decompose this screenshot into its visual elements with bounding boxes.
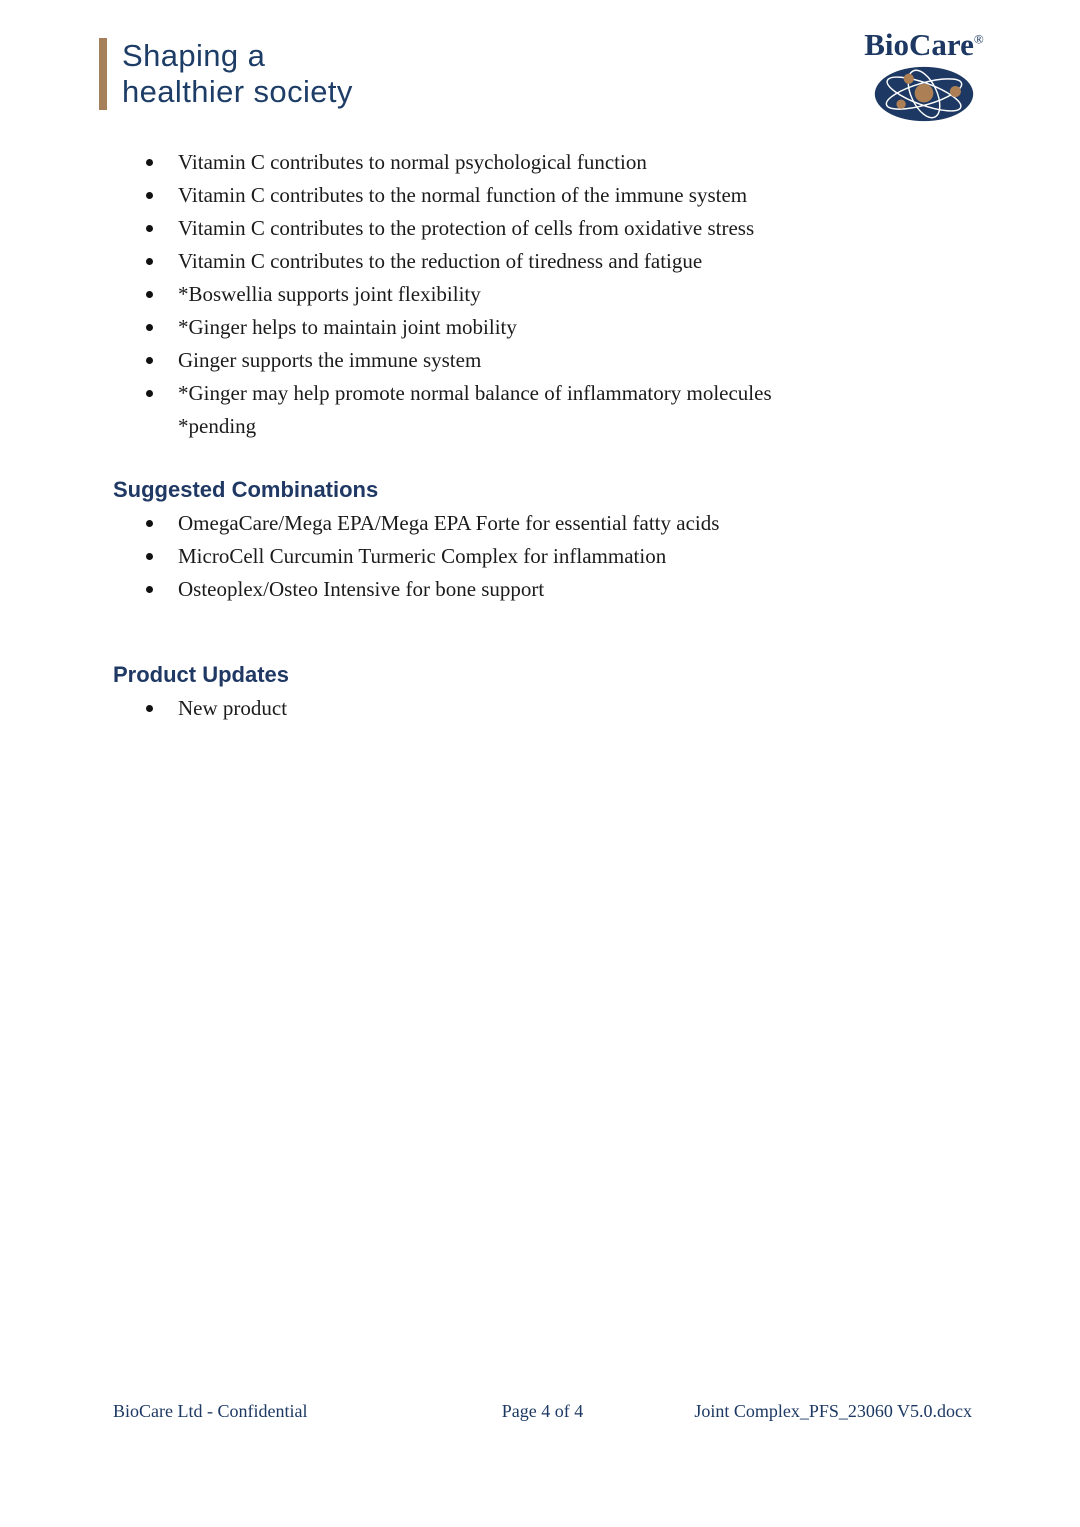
bullet-icon xyxy=(146,553,153,560)
list-item xyxy=(113,218,985,239)
document-body xyxy=(113,152,985,731)
list-item xyxy=(113,284,985,305)
list-item-text: OmegaCare/Mega EPA/Mega EPA Forte for essential fatty acids xyxy=(178,511,720,535)
bullet-icon xyxy=(146,192,153,199)
bullet-icon xyxy=(146,225,153,232)
list-item-text: *Boswellia supports joint flexibility xyxy=(178,282,481,306)
suggested-combinations-list xyxy=(113,513,985,600)
list-item xyxy=(113,152,985,173)
list-item-text: Osteoplex/Osteo Intensive for bone support xyxy=(178,577,545,601)
footer-filename: Joint Complex_PFS_23060 V5.0.docx xyxy=(694,1401,973,1421)
product-updates-list xyxy=(113,698,985,719)
list-item xyxy=(113,546,985,567)
footer-confidential: BioCare Ltd - Confidential xyxy=(113,1401,308,1421)
bullet-icon xyxy=(146,390,153,397)
tagline-line2: healthier society xyxy=(122,74,353,109)
list-item-text: *Ginger may help promote normal balance of inflammatory molecules xyxy=(178,381,772,405)
section-suggested-combinations xyxy=(113,479,985,600)
list-item xyxy=(113,579,985,600)
list-item xyxy=(113,251,985,272)
list-item-text: MicroCell Curcumin Turmeric Complex for inflammation xyxy=(178,544,667,568)
list-item-text: Vitamin C contributes to the protection of cells from oxidative stress xyxy=(178,216,755,240)
header-tagline-block xyxy=(99,38,353,110)
list-item xyxy=(113,185,985,206)
page-footer xyxy=(113,1400,972,1422)
biocare-logo xyxy=(862,28,986,122)
atom-logo-icon xyxy=(872,66,976,122)
bullet-icon xyxy=(146,159,153,166)
bullet-icon xyxy=(146,520,153,527)
list-item-text: Vitamin C contributes to normal psychological function xyxy=(178,150,647,174)
benefits-list xyxy=(113,152,985,404)
list-item xyxy=(113,317,985,338)
footer-page-number: Page 4 of 4 xyxy=(501,1401,584,1421)
list-item-text: *Ginger helps to maintain joint mobility xyxy=(178,315,517,339)
pending-note: *pending xyxy=(178,414,257,438)
bullet-icon xyxy=(146,705,153,712)
section-title: Product Updates xyxy=(113,662,290,687)
list-item-text: Vitamin C contributes to the reduction of tiredness and fatigue xyxy=(178,249,703,273)
biocare-wordmark xyxy=(864,28,984,62)
bullet-icon xyxy=(146,258,153,265)
bullet-icon xyxy=(146,324,153,331)
list-item xyxy=(113,350,985,371)
registered-trademark-symbol: ® xyxy=(973,31,984,47)
tagline xyxy=(122,38,353,110)
section-title: Suggested Combinations xyxy=(113,477,379,502)
tagline-line1: Shaping a xyxy=(122,38,266,73)
list-item-text: Vitamin C contributes to the normal function of the immune system xyxy=(178,183,748,207)
list-item-text: New product xyxy=(178,696,288,720)
list-item xyxy=(113,513,985,534)
bullet-icon xyxy=(146,291,153,298)
biocare-name: BioCare xyxy=(864,27,974,62)
section-product-updates xyxy=(113,664,985,719)
bullet-icon xyxy=(146,586,153,593)
list-item xyxy=(113,383,985,404)
tagline-accent-bar xyxy=(99,38,107,110)
list-item xyxy=(113,698,985,719)
list-item-text: Ginger supports the immune system xyxy=(178,348,482,372)
bullet-icon xyxy=(146,357,153,364)
